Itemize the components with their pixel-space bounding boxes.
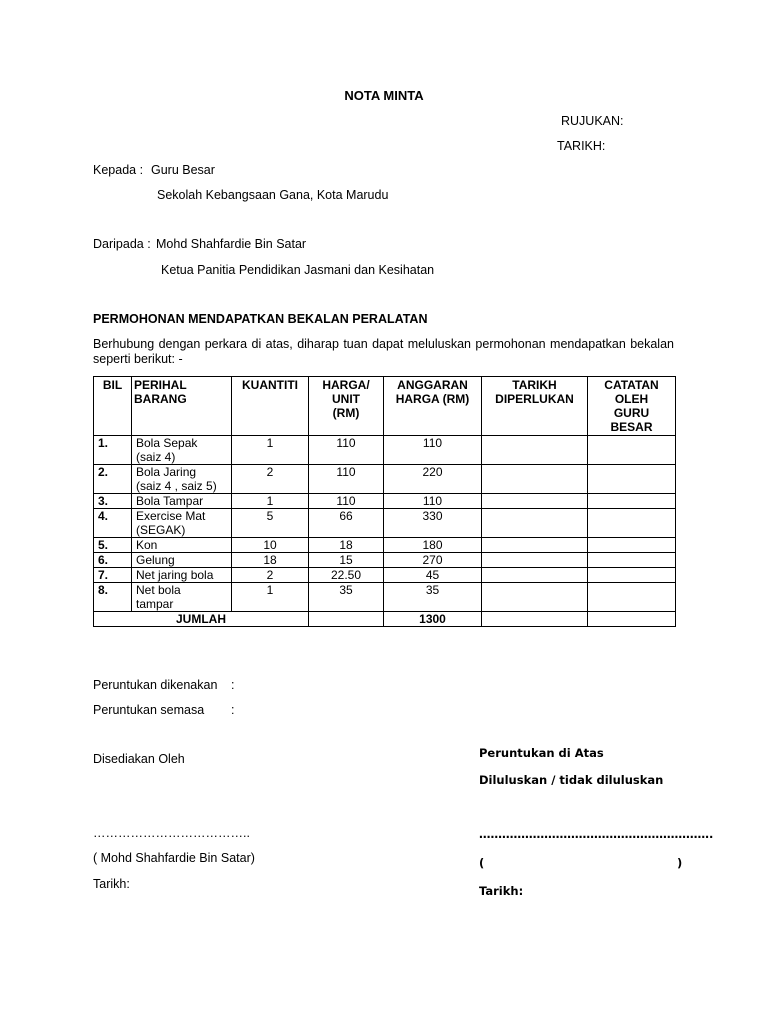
row-bil: 1. (94, 436, 132, 465)
peruntukan-semasa-label: Peruntukan semasa (93, 703, 205, 717)
kepada-label: Kepada : (93, 163, 144, 177)
row-total: 220 (384, 465, 482, 494)
row-price: 15 (309, 553, 384, 568)
row-qty: 2 (232, 465, 309, 494)
approval-line-1: Peruntukan di Atas (479, 746, 604, 760)
row-qty: 5 (232, 509, 309, 538)
page-title: NOTA MINTA (344, 88, 424, 103)
prepared-name: ( Mohd Shahfardie Bin Satar) (93, 851, 255, 865)
row-price: 110 (309, 436, 384, 465)
col-header-catatan-line: BESAR (610, 420, 653, 434)
row-catatan (588, 583, 676, 612)
row-price: 35 (309, 583, 384, 612)
table-row (94, 509, 676, 538)
col-header-anggaran-line: ANGGARAN (397, 378, 468, 392)
col-header-catatan-line: OLEH (614, 392, 649, 406)
row-item (132, 436, 232, 465)
row-catatan (588, 538, 676, 553)
table-row (94, 436, 676, 465)
rujukan-label: RUJUKAN: (561, 114, 624, 128)
col-header-tarikh-line: DIPERLUKAN (495, 392, 574, 406)
items-table (93, 376, 676, 627)
row-tarikh (482, 538, 588, 553)
row-price: 66 (309, 509, 384, 538)
tarikh-label: TARIKH: (557, 139, 606, 153)
row-item (132, 538, 232, 553)
row-item (132, 553, 232, 568)
row-tarikh (482, 568, 588, 583)
col-header-catatan-line: GURU (613, 406, 650, 420)
row-qty: 18 (232, 553, 309, 568)
peruntukan-dikenakan-label: Peruntukan dikenakan (93, 678, 218, 692)
approval-line-2: Diluluskan / tidak diluluskan (479, 773, 664, 787)
row-tarikh (482, 465, 588, 494)
total-value: 1300 (384, 612, 482, 627)
row-total: 45 (384, 568, 482, 583)
prepared-by-label: Disediakan Oleh (93, 752, 185, 766)
total-empty (482, 612, 588, 627)
row-qty: 2 (232, 568, 309, 583)
row-qty: 1 (232, 436, 309, 465)
table-row (94, 494, 676, 509)
col-header-kuantiti: KUANTITI (232, 377, 309, 436)
col-header-anggaran (384, 377, 482, 436)
row-bil: 8. (94, 583, 132, 612)
approval-tarikh: Tarikh: (479, 884, 524, 898)
row-bil: 5. (94, 538, 132, 553)
approval-signature-line: ……………………………………………………. (479, 827, 714, 841)
row-item-line: Kon (136, 538, 158, 552)
row-total: 110 (384, 436, 482, 465)
daripada-label: Daripada : (93, 237, 151, 251)
row-price: 22.50 (309, 568, 384, 583)
total-row (94, 612, 676, 627)
col-header-perihal-line: BARANG (134, 392, 187, 406)
col-header-anggaran-line: HARGA (RM) (395, 392, 470, 406)
row-total: 270 (384, 553, 482, 568)
row-tarikh (482, 509, 588, 538)
kepada-org: Sekolah Kebangsaan Gana, Kota Marudu (157, 188, 389, 202)
table-header-row (94, 377, 676, 436)
row-tarikh (482, 583, 588, 612)
row-catatan (588, 568, 676, 583)
total-empty (588, 612, 676, 627)
row-total: 110 (384, 494, 482, 509)
approval-paren-close: ) (677, 856, 683, 870)
table-row (94, 553, 676, 568)
row-qty: 10 (232, 538, 309, 553)
prepared-tarikh: Tarikh: (93, 877, 130, 891)
row-price: 110 (309, 494, 384, 509)
row-tarikh (482, 436, 588, 465)
peruntukan-dikenakan-colon: : (231, 678, 235, 692)
col-header-perihal-line: PERIHAL (134, 378, 187, 392)
row-bil: 7. (94, 568, 132, 583)
prepared-signature-line: ……………………………….. (93, 826, 250, 840)
row-total: 330 (384, 509, 482, 538)
row-item-line: Bola Sepak (136, 436, 198, 450)
row-bil: 6. (94, 553, 132, 568)
row-item-line: Bola Jaring (136, 465, 197, 479)
row-bil: 4. (94, 509, 132, 538)
row-total: 35 (384, 583, 482, 612)
col-header-tarikh-line: TARIKH (512, 378, 557, 392)
total-empty (309, 612, 384, 627)
row-item-line: Net jaring bola (136, 568, 214, 582)
row-price: 110 (309, 465, 384, 494)
row-catatan (588, 553, 676, 568)
row-tarikh (482, 553, 588, 568)
row-tarikh (482, 494, 588, 509)
row-item-line: Gelung (136, 553, 175, 567)
peruntukan-semasa-colon: : (231, 703, 235, 717)
col-header-harga-line: (RM) (332, 406, 360, 420)
row-catatan (588, 494, 676, 509)
col-header-harga-line: HARGA/ (322, 378, 370, 392)
subject-heading: PERMOHONAN MENDAPATKAN BEKALAN PERALATAN (93, 312, 428, 326)
row-price: 18 (309, 538, 384, 553)
row-item-line: Net bola (136, 583, 181, 597)
row-item (132, 494, 232, 509)
row-catatan (588, 465, 676, 494)
approval-paren-open: ( (479, 856, 485, 870)
kepada-name: Guru Besar (151, 163, 215, 177)
row-item-line: tampar (136, 597, 174, 611)
row-item (132, 568, 232, 583)
row-catatan (588, 509, 676, 538)
row-total: 180 (384, 538, 482, 553)
row-item-line: (saiz 4 , saiz 5) (136, 479, 217, 493)
col-header-bil: BIL (94, 377, 132, 436)
row-item-line: Bola Tampar (136, 494, 204, 508)
row-item (132, 583, 232, 612)
col-header-harga (309, 377, 384, 436)
daripada-position: Ketua Panitia Pendidikan Jasmani dan Kesihatan (161, 263, 435, 277)
row-bil: 2. (94, 465, 132, 494)
row-catatan (588, 436, 676, 465)
row-item-line: (SEGAK) (136, 523, 186, 537)
col-header-catatan (588, 377, 676, 436)
row-item-line: (saiz 4) (136, 450, 176, 464)
col-header-tarikh (482, 377, 588, 436)
table-row (94, 568, 676, 583)
row-bil: 3. (94, 494, 132, 509)
col-header-harga-line: UNIT (332, 392, 360, 406)
row-item (132, 509, 232, 538)
table-row (94, 465, 676, 494)
row-item (132, 465, 232, 494)
total-label: JUMLAH (94, 612, 309, 627)
row-qty: 1 (232, 583, 309, 612)
row-qty: 1 (232, 494, 309, 509)
request-paragraph: Berhubung dengan perkara di atas, diharap tuan dapat meluluskan permohonan mendapatkan bekalan seperti berikut: - (93, 337, 674, 366)
row-item-line: Exercise Mat (136, 509, 206, 523)
col-header-perihal (132, 377, 232, 436)
daripada-name: Mohd Shahfardie Bin Satar (156, 237, 307, 251)
col-header-catatan-line: CATATAN (604, 378, 659, 392)
table-row (94, 538, 676, 553)
table-row (94, 583, 676, 612)
